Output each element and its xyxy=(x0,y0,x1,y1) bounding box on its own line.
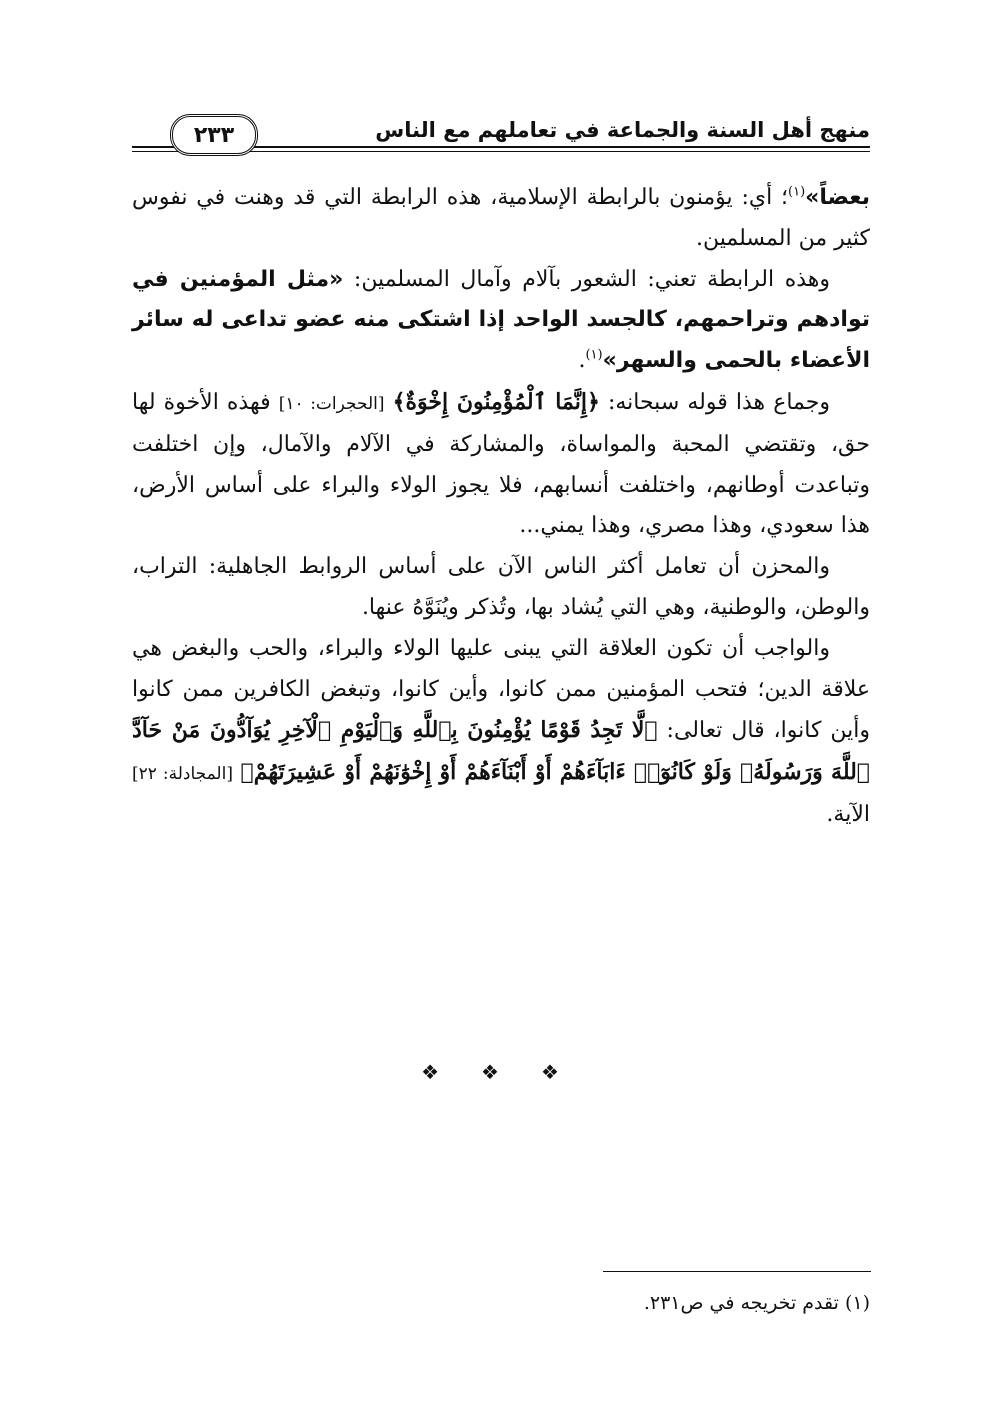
hadith-quote: «مثل المؤمنين في توادهم وتراحمهم، كالجسد الواحد إذا اشتكى منه عضو تداعى له سائر الأعضاء بالحمى والسهر» xyxy=(132,266,870,374)
paragraph-text: وجماع هذا قوله سبحانه: xyxy=(599,389,830,415)
page-number: ٢٣٣ xyxy=(170,114,258,156)
verse-citation: [الحجرات: ١٠] xyxy=(278,393,385,414)
bold-phrase: بعضاً» xyxy=(805,185,870,210)
paragraph-text: ؛ أي: يؤمنون بالرابطة الإسلامية، هذه الرابطة التي قد وهنت في نفوس كثير من المسلمين. xyxy=(132,185,870,251)
ornament-icon: ❖ xyxy=(481,1060,521,1084)
quran-verse: ﴿إِنَّمَا ٱلْمُؤْمِنُونَ إِخْوَةٌ﴾ xyxy=(392,388,600,415)
period: . xyxy=(578,348,586,374)
paragraph-1 xyxy=(132,178,870,260)
paragraph-2 xyxy=(132,260,870,382)
paragraph-5 xyxy=(132,629,870,836)
paragraph-3 xyxy=(132,382,870,547)
paragraph-text: والواجب أن تكون العلاقة التي يبنى عليها الولاء والبراء، والحب والبغض هي علاقة الدين؛ فتحب المؤمنين ممن كانوا، وأين كانوا، وتبغض الكافرين ممن كانوا وأين كانوا، قال تعالى: xyxy=(132,635,870,744)
ornament-icon: ❖ xyxy=(421,1060,462,1084)
footnote-ref: (١) xyxy=(788,184,806,200)
footnote-ref: (١) xyxy=(585,347,603,363)
footnote-rule xyxy=(603,1271,871,1272)
ornament-icon: ❖ xyxy=(540,1060,581,1084)
quran-verse: ﴿لَّا تَجِدُ قَوْمًا يُؤْمِنُونَ بِٱللَّهِ وَٱلْيَوْمِ ٱلْآخِرِ يُوَآدُّونَ مَنْ حَآدَّ ٱللَّهَ وَرَسُولَهُۥ وَلَوْ كَانُوٓا۟ ءَابَآءَهُمْ أَوْ أَبْنَآءَهُمْ أَوْ إِخْوَٰنَهُمْ أَوْ عَشِيرَتَهُمْ﴾ xyxy=(132,717,871,786)
main-text xyxy=(132,178,870,836)
running-title: منهج أهل السنة والجماعة في تعاملهم مع الناس xyxy=(375,118,870,142)
section-separator xyxy=(0,1060,1002,1084)
footnote: (١) تقدم تخريجه في ص٢٣١. xyxy=(643,1292,870,1314)
paragraph-text: وهذه الرابطة تعني: الشعور بآلام وآمال المسلمين: xyxy=(343,266,831,292)
paragraph-4: والمحزن أن تعامل أكثر الناس الآن على أساس الروابط الجاهلية: التراب، والوطن، والوطنية، وهي التي يُشاد بها، وتُذكر ويُنَوَّهُ عنها. xyxy=(132,554,870,620)
page-header xyxy=(132,112,870,156)
paragraph-text: الآية. xyxy=(826,801,870,827)
paragraph-text: فهذه الأخوة لها حق، وتقتضي المحبة والمواساة، والمشاركة في الآلام والآمال، وإن اختلفت وتباعدت أوطانهم، واختلفت أنسابهم، فلا يجوز الولاء والبراء على أساس الأرض، هذا سعودي، وهذا مصري، وهذا يمني... xyxy=(132,389,870,539)
verse-citation: [المجادلة: ٢٢] xyxy=(132,764,233,785)
